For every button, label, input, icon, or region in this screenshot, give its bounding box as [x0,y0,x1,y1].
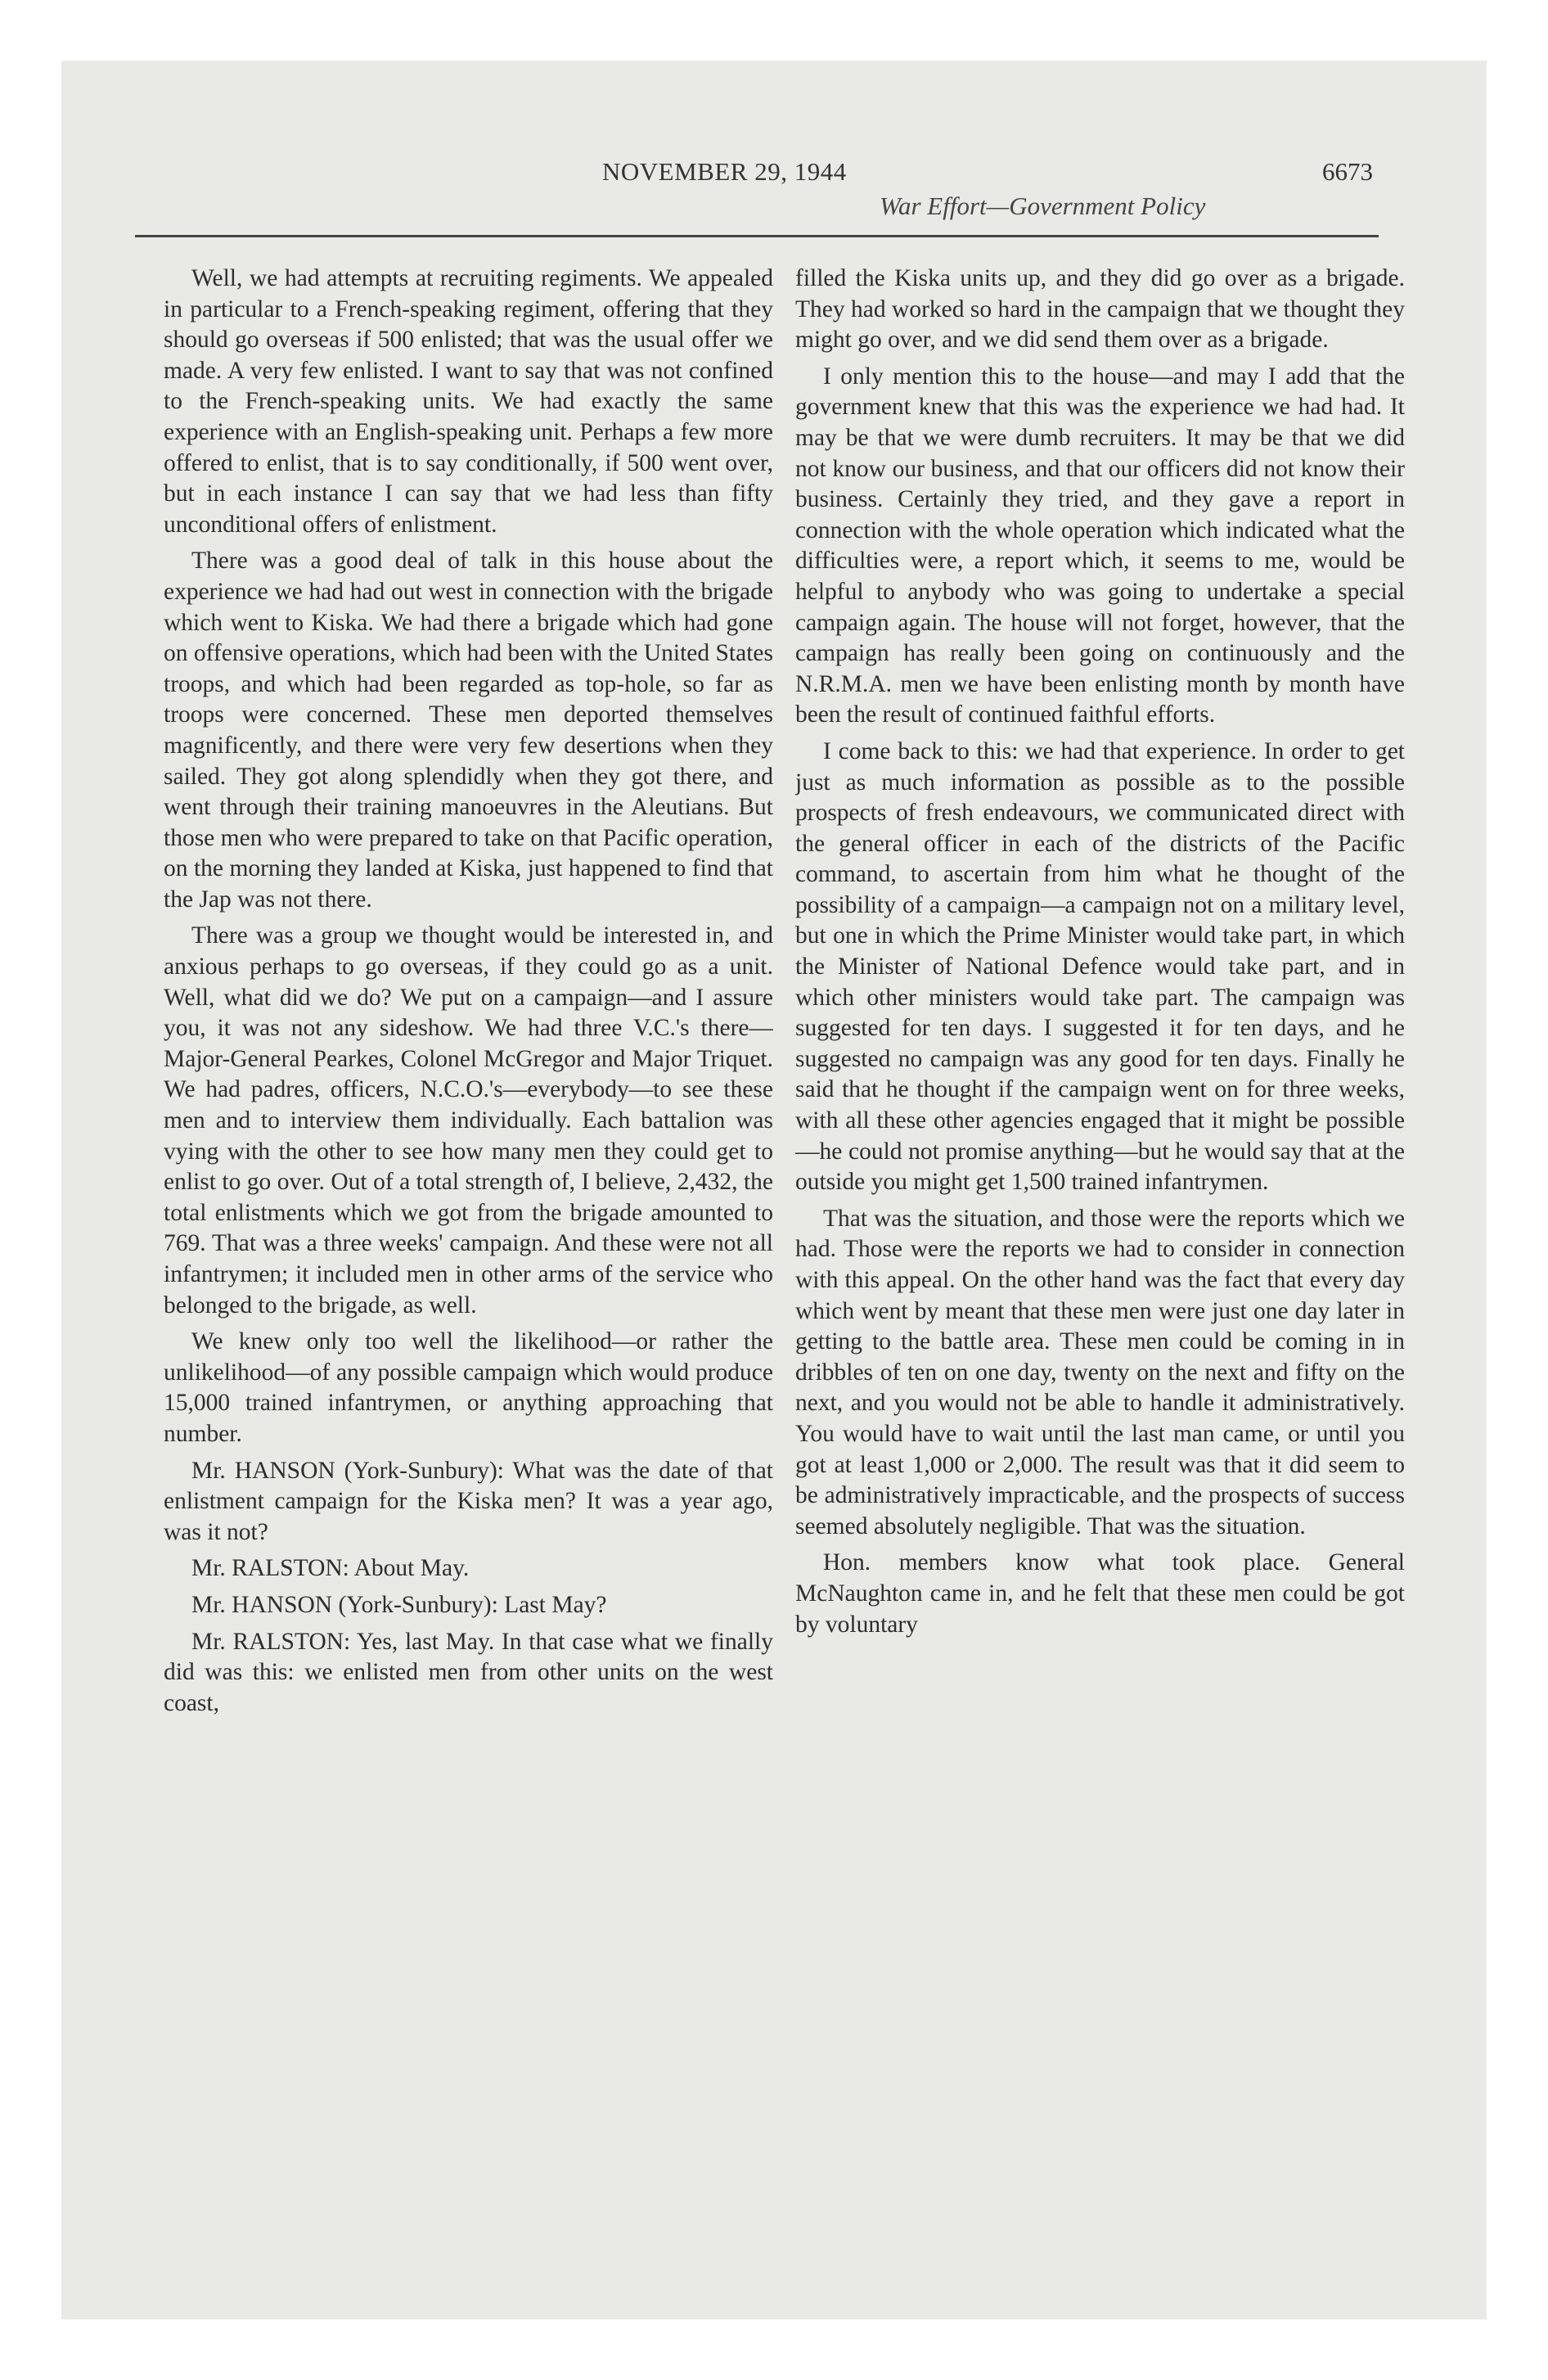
paragraph: Mr. RALSTON: About May. [191,1555,470,1582]
paragraph: Well, we had attempts at recruiting regiments. We appealed in particular to a French-speaking regiment, offering that they should go overseas if 500 enlisted; that was the usual offer we made. A very few enlisted. I want to say that was not confined to the French-speaking units. We had exactly the same experience with an English-speaking unit. Perhaps a few more offered to enlist, that is to say conditionally, if 500 went over, but in each instance I can say that we had less than fifty unconditional offers of enlistment. [164,265,773,538]
paragraph: There was a group we thought would be interested in, and anxious perhaps to go overseas, if they could go as a unit. Well, what did we do? We put on a campaign—and I assure you, it was not any sideshow. We had three V.C.'s there—Major-General Pearkes, Colonel McGregor and Major Triquet. We had padres, officers, N.C.O.'s—everybody—to see these men and to interview them individually. Each battalion was vying with the other to see how many men they could get to enlist to go over. Out of a total strength of, I believe, 2,432, the total enlistments which we got from the brigade amounted to 769. That was a three weeks' campaign. And these were not all infantrymen; it included men in other arms of the service who belonged to the brigade, as well. [164,922,773,1318]
paragraph: Mr. HANSON (York-Sunbury): What was the date of that enlistment campaign for the Kiska men? It was a year ago, was it not? [164,1457,773,1545]
paragraph: Hon. members know what took place. General McNaughton came in, and he felt that these men could be got by voluntary [795,1549,1405,1638]
paragraph: We knew only too well the likelihood—or rather the unlikelihood—of any possible campaign which would produce 15,000 trained infantrymen, or anything approaching that number. [164,1328,773,1447]
header-date: NOVEMBER 29, 1944 [602,157,847,186]
header-rule [135,235,1379,237]
paragraph: I come back to this: we had that experience. In order to get just as much information as possible as to the possible prospects of fresh endeavours, we communicated direct with the general officer in each of the districts of the Pacific command, to ascertain from him what he thought of the possibility of a campaign—a campaign not on a military level, but one in which the Prime Minister would take part, in which the Minister of National Defence would take part, and in which other ministers would take part. The campaign was suggested for ten days. I suggested it for ten days, and he suggested no campaign was any good for ten days. Finally he said that he thought if the campaign went on for three weeks, with all these other agencies engaged that it might be possible—he could not promise anything—but he would say that at the outside you might get 1,500 trained infantrymen. [795,737,1405,1196]
paragraph: There was a good deal of talk in this house about the experience we had had out west in connection with the brigade which went to Kiska. We had there a brigade which had gone on offensive operations, which had been with the United States troops, and which had been regarded as top-hole, so far as troops were concerned. These men deported themselves magnificently, and there were very few desertions when they sailed. They got along splendidly when they got there, and went through their training manoeuvres in the Aleutians. But those men who were prepared to take on that Pacific operation, on the morning they landed at Kiska, just happened to find that the Jap was not there. [164,548,773,913]
paragraph: filled the Kiska units up, and they did go over as a brigade. They had worked so hard in the campaign that we thought they might go over, and we did send them over as a brigade. [795,265,1405,354]
page-sheet [61,61,1487,2319]
running-title: War Effort—Government Policy [880,192,1206,220]
right-column [795,264,1405,2252]
page-number: 6673 [1322,157,1373,186]
paragraph: That was the situation, and those were the reports which we had. Those were the reports we had to consider in connection with this appeal. On the other hand was the fact that every day which went by meant that these men were just one day later in getting to the battle area. These men could be coming in in dribbles of ten on one day, twenty on the next and fifty on the next, and you would not be able to handle it administratively. You would have to wait until the last man came, or until you got at least 1,000 or 2,000. The result was that it did seem to be administratively impracticable, and the prospects of success seemed absolutely negligible. That was the situation. [795,1205,1405,1539]
paragraph: Mr. RALSTON: Yes, last May. In that case what we finally did was this: we enlisted men from other units on the west coast, [164,1628,773,1716]
left-column [164,264,773,2252]
paragraph: I only mention this to the house—and may I add that the government knew that this was the experience we had had. It may be that we were dumb recruiters. It may be that we did not know our business, and that our officers did not know their business. Certainly they tried, and they gave a report in connection with the whole operation which indicated what the difficulties were, a report which, it seems to me, would be helpful to anybody who was going to undertake a special campaign again. The house will not forget, however, that the campaign has really been going on continuously and the N.R.M.A. men we have been enlisting month by month have been the result of continued faithful efforts. [795,363,1405,728]
paragraph: Mr. HANSON (York-Sunbury): Last May? [191,1591,607,1618]
